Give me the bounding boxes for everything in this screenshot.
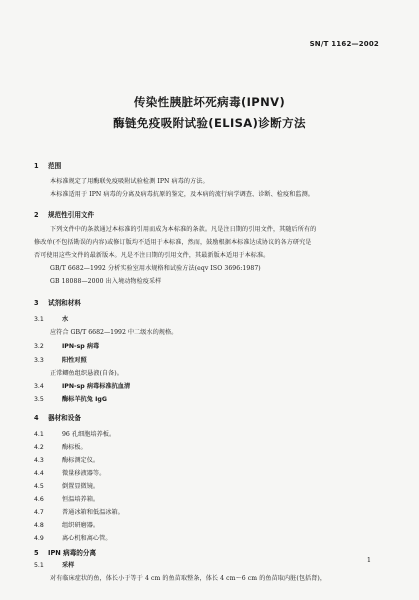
section-title: 试剂和材料: [48, 299, 81, 307]
equipment-item: 4.8 组织研磨器。: [34, 522, 100, 529]
equipment-item: 4.1 96 孔细胞培养板。: [34, 431, 116, 438]
reagent-item: 3.5 酶标羊抗兔 IgG: [34, 396, 107, 403]
reagent-note: 应符合 GB/T 6682—1992 中二级水的规格。: [50, 329, 178, 336]
equipment-item: 4.9 离心机和离心管。: [34, 535, 112, 542]
reagent-note: 正常鲫鱼组织悬液(自备)。: [50, 370, 123, 377]
section-heading-isolation: [34, 547, 96, 557]
equipment-item: 4.7 普通冰箱和低温冰箱。: [34, 509, 124, 516]
scope-paragraph-1: 本标准规定了用酶联免疫吸附试验检测 IPN 病毒的方法。: [50, 178, 209, 185]
reagent-item: 3.3 阳性对照: [34, 357, 87, 364]
normative-paragraph-line-3: 否可使用这些文件的最新版本。凡是不注日期的引用文件，其最新版本适用于本标准。: [34, 252, 270, 259]
reagent-item: 3.1 水: [34, 316, 69, 323]
section-title: IPN 病毒的分离: [48, 549, 97, 557]
section-heading-scope: [34, 160, 61, 170]
standard-code: SN/T 1162—2002: [309, 40, 379, 48]
reagent-item: 3.4 IPN-sp 病毒标准抗血清: [34, 383, 131, 390]
subsection-heading-sampling: 5.1 采样: [34, 562, 75, 569]
equipment-item: 4.2 酶标板。: [34, 444, 87, 451]
normative-paragraph-line-2: 修改单(不包括勘误的内容)或修订版均不适用于本标准，然而，鼓励根据本标准达成协议的各方研究是: [34, 239, 312, 246]
section-heading-normative-references: [34, 209, 94, 219]
section-number: 4: [34, 414, 39, 422]
equipment-item: 4.3 酶标测定仪。: [34, 457, 100, 464]
section-number: 3: [34, 299, 39, 307]
sampling-paragraph: 对有临床症状的鱼，体长小于等于 4 cm 的鱼苗取整条，体长 4 cm～6 cm 的鱼苗取内脏(包括肾)，: [50, 575, 327, 582]
scope-paragraph-2: 本标准适用于 IPN 病毒的分离及病毒抗原的鉴定，及本病的流行病学调查、诊断、检疫和监测。: [50, 191, 314, 198]
reference-gb-18088: GB 18088—2000 出入境动物检疫采样: [50, 278, 162, 285]
equipment-item: 4.4 微量移液器等。: [34, 470, 106, 477]
reference-gb-t-6682: GB/T 6682—1992 分析实验室用水规格和试验方法(eqv ISO 3696:1987): [50, 265, 261, 272]
document-title-line-1: 传染性胰脏坏死病毒(IPNV): [133, 95, 286, 109]
section-heading-equipment: [34, 412, 81, 422]
equipment-item: 4.6 恒温培养箱。: [34, 496, 100, 503]
section-number: 2: [34, 211, 39, 219]
section-number: 5: [34, 549, 39, 557]
page-number: 1: [366, 556, 371, 564]
section-number: 1: [34, 162, 39, 170]
equipment-item: 4.5 倒置显微镜。: [34, 483, 100, 490]
section-title: 规范性引用文件: [48, 211, 95, 219]
section-heading-reagents: [34, 297, 81, 307]
section-title: 器材和设备: [48, 414, 81, 422]
reagent-item: 3.2 IPN-sp 病毒: [34, 343, 100, 350]
normative-paragraph-line-1: 下列文件中的条款通过本标准的引用而成为本标准的条款。凡是注日期的引用文件，其随后所有的: [50, 226, 317, 233]
section-title: 范围: [48, 162, 62, 170]
document-title-line-2: 酶链免疫吸附试验(ELISA)诊断方法: [113, 116, 306, 130]
